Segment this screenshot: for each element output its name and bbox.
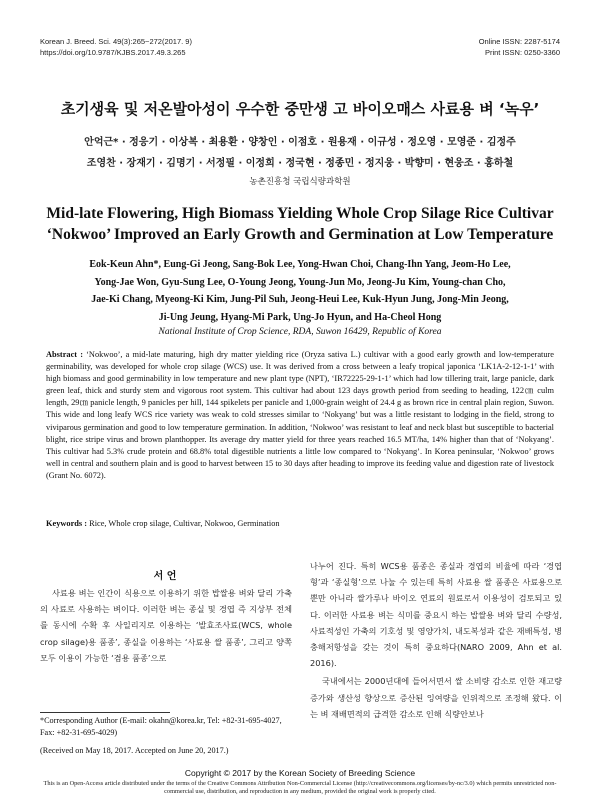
keywords-text: Rice, Whole crop silage, Cultivar, Nokwoo, Germination <box>89 519 280 528</box>
english-title <box>30 203 570 245</box>
intro-heading: 서 언 <box>153 571 177 582</box>
online-issn: Online ISSN: 2287-5174 <box>478 37 560 46</box>
journal-citation: Korean J. Breed. Sci. 49(3):265~272(2017. 9) <box>40 37 192 46</box>
korean-authors-line: 안억근* · 정응기 · 이상복 · 최용환 · 양창인 · 이점호 · 원용재 · 이규성 · 정오영 · 모영준 · 김정주 <box>84 137 516 148</box>
print-issn: Print ISSN: 0250-3360 <box>484 48 560 57</box>
english-affiliation: National Institute of Crop Science, RDA, Suwon 16429, Republic of Korea <box>158 327 442 337</box>
issn-block <box>479 36 560 58</box>
received-dates: (Received on May 18, 2017. Accepted on June 20, 2017.) <box>40 746 229 755</box>
intro-right-column <box>310 558 562 722</box>
english-authors-line: Eok-Keun Ahn*, Eung-Gi Jeong, Sang-Bok Lee, Yong-Hwan Choi, Chang-Ihn Yang, Jeom-Ho Lee, <box>89 259 511 270</box>
corresponding-author: *Corresponding Author (E-mail: okahn@korea.kr, Tel: +82-31-695-4027, Fax: +82-31-695-4029) <box>40 716 282 737</box>
journal-header <box>40 36 192 58</box>
footnote <box>40 715 292 757</box>
english-authors <box>55 256 545 326</box>
footnote-divider <box>40 712 170 713</box>
doi-link[interactable]: https://doi.org/10.9787/KJBS.2017.49.3.265 <box>40 48 186 57</box>
english-authors-line: Yong-Jae Won, Gyu-Sung Lee, O-Young Jeong, Young-Jun Mo, Jeong-Ju Kim, Young-chan Cho, <box>94 276 506 288</box>
english-authors-line: Jae-Ki Chang, Myeong-Ki Kim, Jung-Pil Suh, Jeong-Heui Lee, Kuk-Hyun Jung, Jong-Min Jeong, <box>91 294 509 305</box>
english-authors-line: Ji-Ung Jeung, Hyang-Mi Park, Ung-Jo Hyun, and Ha-Cheol Hong <box>158 311 442 323</box>
english-title-line: ‘Nokwoo’ Improved an Early Growth and Germination at Low Temperature <box>46 226 554 243</box>
abstract-text: ‘Nokwoo’, a mid-late maturing, high dry matter yielding rice (Oryza sativa L.) cultivar with a good early growth and low-temperature germinability, was developed for whole crop silage (WCS) use. It was derived from a cross between a leafy tropical japonica ‘LK1A-2-12-1-1’ with high biomass and good germinability in low temperature and new plant type (NPT), ‘IR72225-29-1-1’ which had low tillering trait, large panicle, dark green leaf, thick and sturdy stem and vigorous root system. This cultivar had about 123 days growth period from seeding to heading, 122㎝ culm length, 29㎝ panicle length, 9 panicles per hill, 144 spikelets per panicle and 1,000-grain weight of 24.4 g as brown rice in central plain region, Suwon. This wide and long leafy WCS rice variety was weak to cold stresses similar to ‘Nokyang’ but was a little resistant to lodging in the field, strong to viviparous germination and good to low temperature germination. In addition, ‘Nokwoo’ was resistant to leaf and neck blast but susceptible to bacterial blight, rice stripe virus and brown planthopper. Its average dry matter yield for three years reached 16.5 MT/ha, 14% higher than that of ‘Nokyang’. This cultivar had 5.3% crude protein and 68.8% total digestible nutrients a little low compared to ‘Nokyang’. In Korea peninsular, ‘Nokwoo’ grows well in central and southern plain and is good to harvest between 15 to 30 days after heading to improve its feeding value and digestion rate of livestock (Grant No. 6072). <box>46 350 554 480</box>
english-title-line: Mid-late Flowering, High Biomass Yielding Whole Crop Silage Rice Cultivar <box>46 205 554 222</box>
abstract <box>46 349 554 482</box>
abstract-label: Abstract : <box>46 350 83 359</box>
intro-paragraph: 나누어 진다. 특히 WCS용 품종은 종실과 경엽의 비율에 따라 ‘경엽형’과 ‘종실형’으로 나눌 수 있는데 특히 사료용 쌀 품종은 사료용으로 뿐만 아니라 쌀가루나 바이오 연료의 원료로서 이용성이 검토되고 있다. 이러한 사료용 벼는 식미를 중요시 하는 밥쌀용 벼와 달리 수량성, 사료적성인 가축의 기호성 및 영양가치, 내도복성과 같은 재배특성, 병충해저항성을 갖는 것이 특히 중요하다(NARO 2009, Ahn et al. 2016). <box>310 561 562 669</box>
korean-title: 초기생육 및 저온발아성이 우수한 중만생 고 바이오매스 사료용 벼 ‘녹우’ <box>60 100 540 118</box>
keywords <box>46 519 554 528</box>
korean-authors <box>60 132 540 174</box>
license-notice: This is an Open-Access article distributed under the terms of the Creative Commons Attribution Non-Commercial License (http://creativecommons.org/licenses/by-nc/3.0) which permits unrestricted non-commercial use, distribution, and reproduction in any medium, provided the original work is properly cited. <box>43 780 557 795</box>
korean-affiliation: 농촌진흥청 국립식량과학원 <box>249 177 351 187</box>
intro-left-column: 사료용 벼는 인간이 식용으로 이용하기 위한 밥쌀용 벼와 달리 가축의 사료로 사용하는 벼이다. 이러한 벼는 종실 및 경엽 즉 지상부 전체를 동시에 수확 후 사일리지로 이용하는 ‘발효조사료(WCS, whole crop silage)용 품종’, 종실을 이용하는 ‘사료용 쌀 품종’, 그리고 양쪽 모두 이용이 가능한 ‘겸용 품종’으로 <box>40 588 292 663</box>
korean-authors-line: 조영찬 · 장재기 · 김명기 · 서정필 · 이정희 · 정국현 · 정종민 · 정지웅 · 박향미 · 현웅조 · 홍하철 <box>86 158 514 169</box>
intro-paragraph: 국내에서는 2000년대에 들어서면서 쌀 소비량 감소로 인한 재고량 증가와 생산성 향상으로 증산된 잉여량을 인위적으로 조정해 왔다. 이는 벼 재배면적의 급격한 감소로 인해 식량안보나 <box>310 676 562 719</box>
copyright-notice: Copyright © 2017 by the Korean Society of Breeding Science <box>184 768 416 778</box>
keywords-label: Keywords : <box>46 519 88 528</box>
